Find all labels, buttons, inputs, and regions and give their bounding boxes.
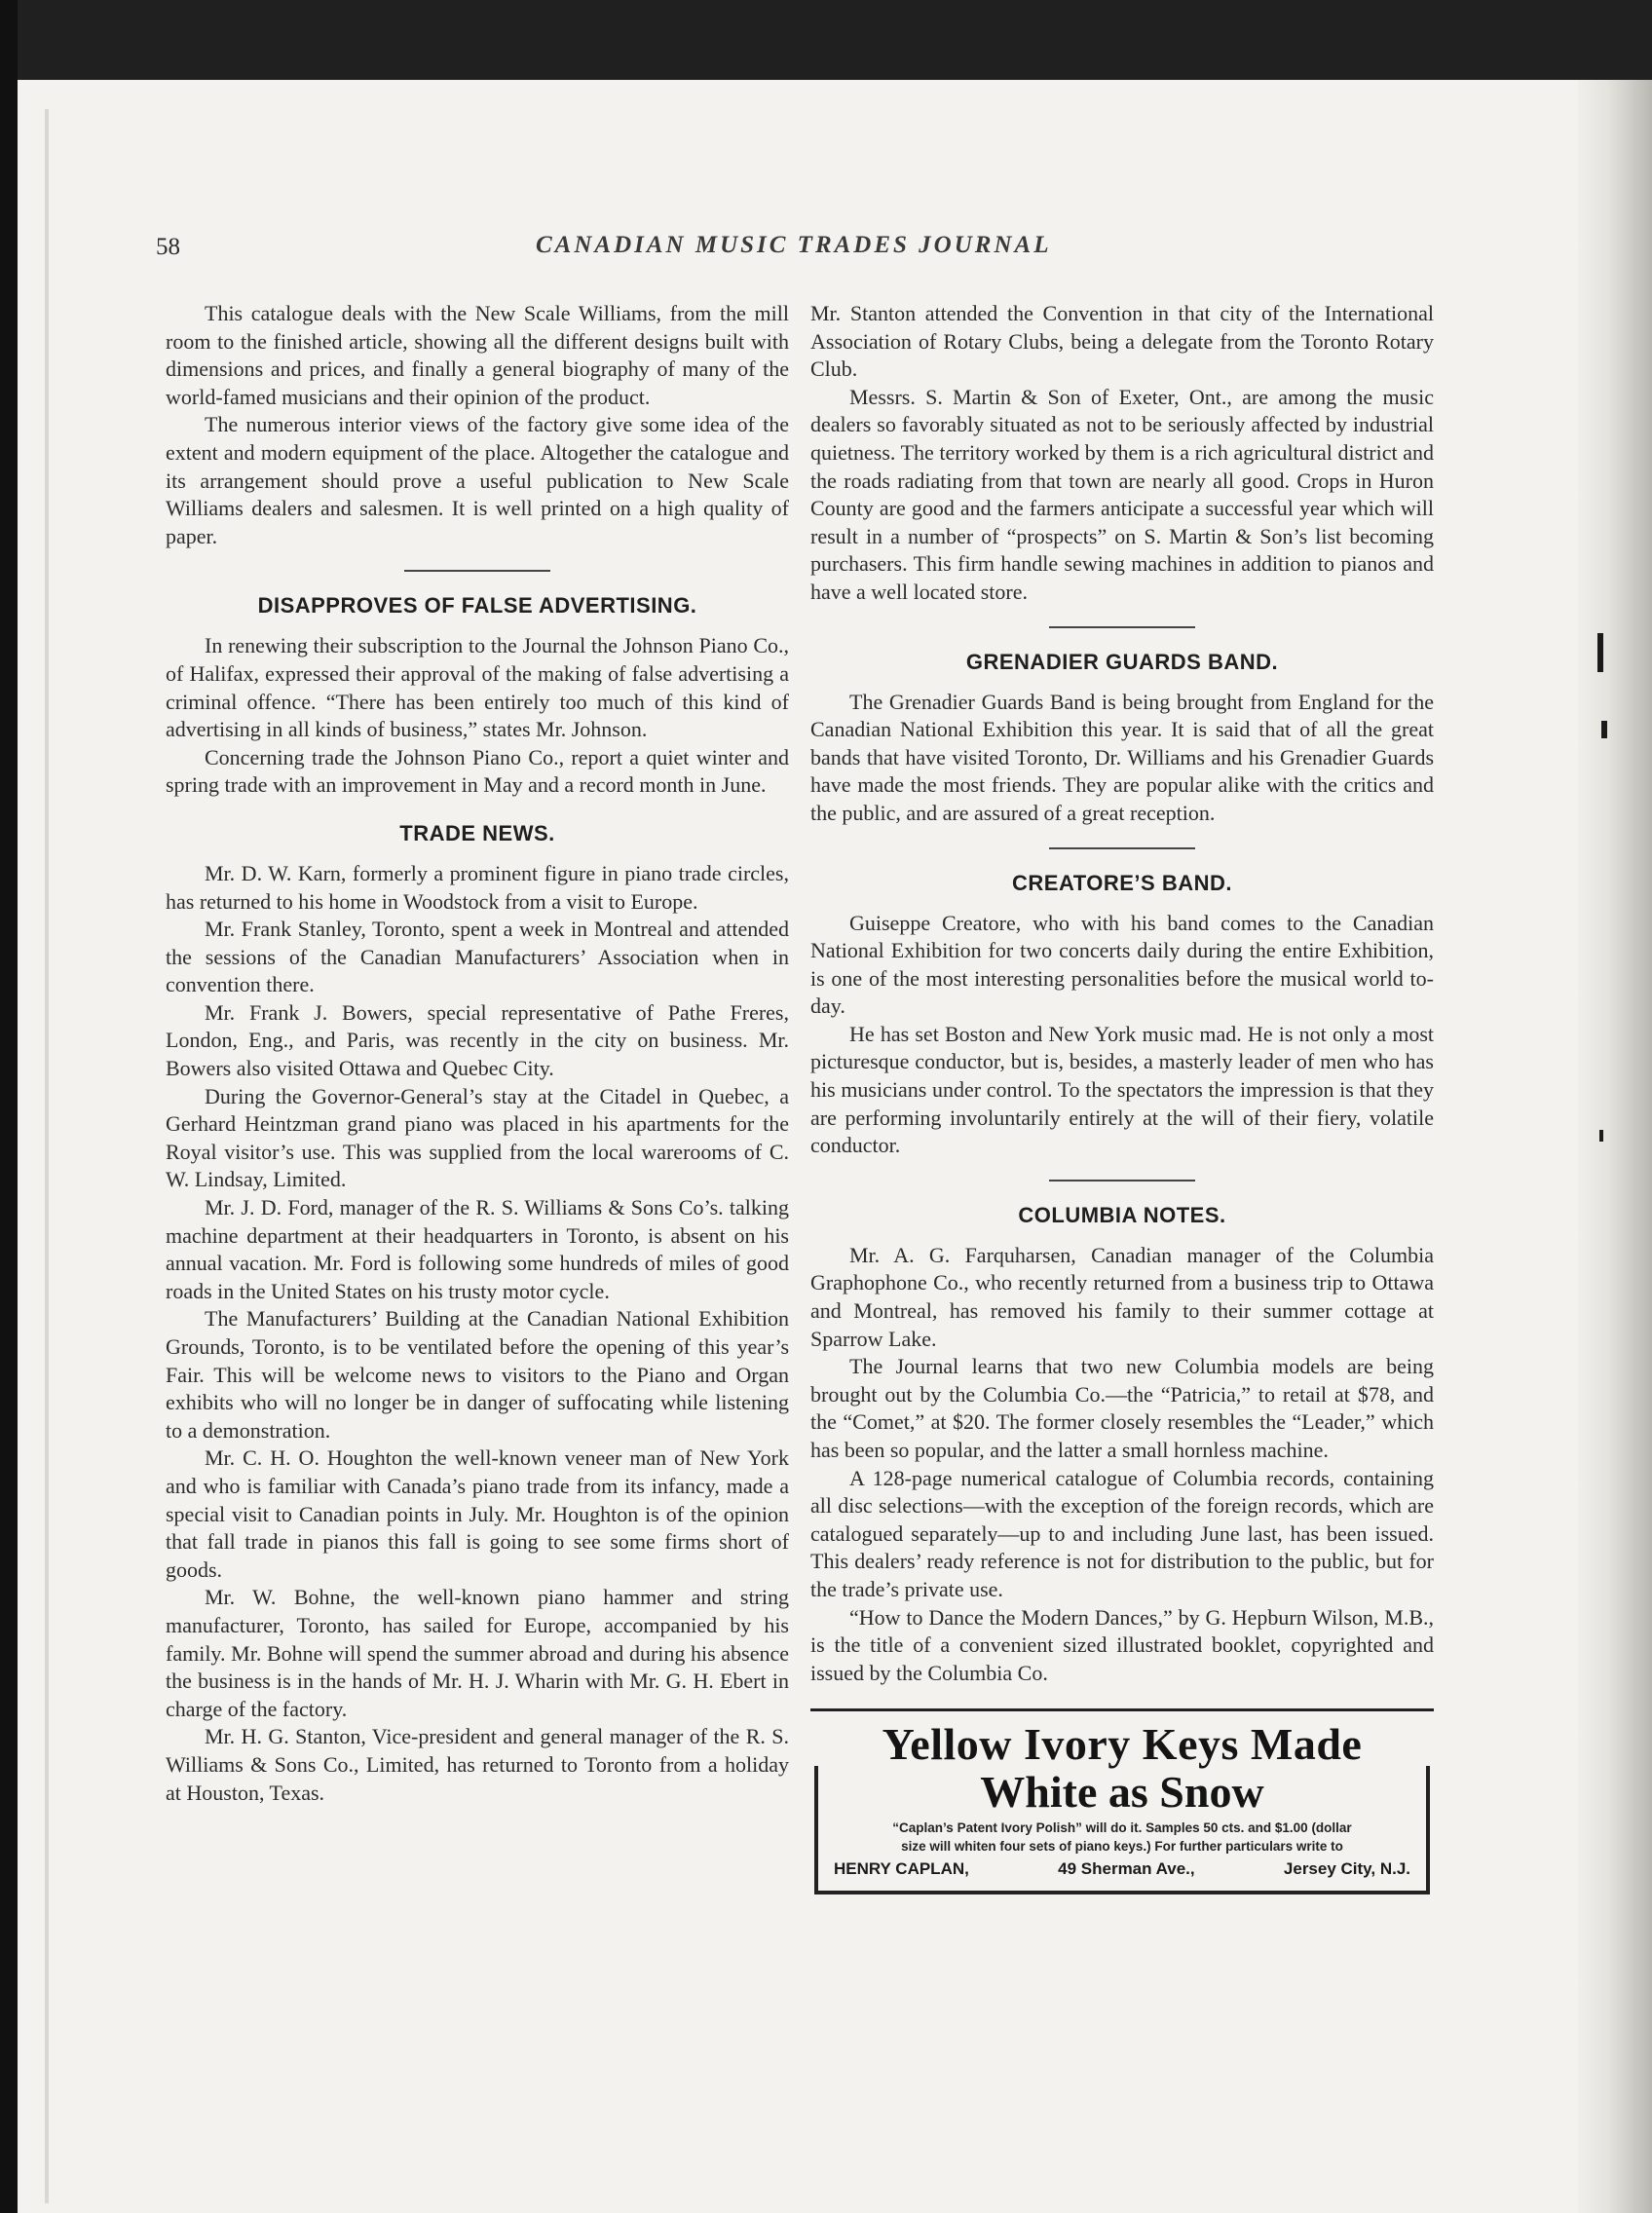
edge-mark bbox=[1601, 721, 1607, 738]
ad-subheadline: White as Snow bbox=[980, 1767, 1264, 1818]
paragraph: Mr. Frank J. Bowers, special representative of Pathe Freres, London, Eng., and Paris, was recently in the city on business. Mr. Bowers also visited Ottawa and Quebec City. bbox=[166, 999, 789, 1081]
page-gutter-shadow bbox=[45, 109, 49, 2203]
section-heading-grenadier-guards: GRENADIER GUARDS BAND. bbox=[965, 649, 1279, 674]
right-column bbox=[810, 300, 1434, 1894]
ad-address bbox=[828, 1859, 1416, 1879]
ad-city: Jersey City, N.J. bbox=[1283, 1859, 1410, 1879]
paragraph: Mr. Stanton attended the Convention in that city of the International Association of Rotary Clubs, being a delegate from the Toronto Rotary Club. bbox=[810, 301, 1434, 382]
paragraph: Guiseppe Creatore, who with his band comes to the Canadian National Exhibition for two concerts daily during the entire Exhibition, is one of the most interesting personalities before the musical world to-day. bbox=[810, 910, 1434, 1019]
paragraph: Mr. C. H. O. Houghton the well-known veneer man of New York and who is familiar with Canada’s piano trade from its infancy, made a special visit to Canadian points in July. Mr. Houghton is of the opinion that fall trade in pianos this fall is going to see some firms short of goods. bbox=[166, 1445, 789, 1582]
ad-box bbox=[814, 1766, 1430, 1894]
ad-body-line: “Caplan’s Patent Ivory Polish” will do it. Samples 50 cts. and $1.00 (dollar bbox=[892, 1820, 1352, 1836]
page-number: 58 bbox=[156, 234, 180, 260]
section-divider bbox=[404, 570, 550, 572]
running-head bbox=[156, 232, 1451, 271]
scan-border-left bbox=[0, 0, 18, 2213]
ad-headline: Yellow Ivory Keys Made bbox=[882, 1719, 1363, 1770]
paragraph: The Grenadier Guards Band is being brought from England for the Canadian National Exhibition this year. It is said that of all the great bands that have visited Toronto, Dr. Williams and his Grenadier Guards have made the most friends. They are popular alike with the critics and the public, and are assured of a great reception. bbox=[810, 689, 1434, 825]
paragraph: Mr. D. W. Karn, formerly a prominent figure in piano trade circles, has returned to his home in Woodstock from a visit to Europe. bbox=[166, 860, 789, 914]
ivory-polish-advertisement bbox=[810, 1708, 1434, 1894]
paragraph: Mr. J. D. Ford, manager of the R. S. Williams & Sons Co’s. talking machine department at their headquarters in Toronto, is absent on his annual vacation. Mr. Ford is following some hundreds of miles of good roads in the United States on his trusty motor cycle. bbox=[166, 1195, 789, 1303]
paragraph: The Manufacturers’ Building at the Canadian National Exhibition Grounds, Toronto, is to be ventilated before the opening of this year’s Fair. This will be welcome news to visitors to the Piano and Organ exhibits who will no longer be in danger of suffocating while listening to a demonstration. bbox=[166, 1306, 789, 1443]
paragraph: Mr. H. G. Stanton, Vice-president and general manager of the R. S. Williams & Sons Co., Limited, has returned to Toronto from a holiday at Houston, Texas. bbox=[166, 1724, 789, 1805]
paragraph: Mr. W. Bohne, the well-known piano hammer and string manufacturer, Toronto, has sailed for Europe, accompanied by his family. Mr. Bohne will spend the summer abroad and during his absence the business is in the hands of Mr. H. J. Wharin with Mr. G. H. Ebert in charge of the factory. bbox=[166, 1585, 789, 1721]
journal-title: CANADIAN MUSIC TRADES JOURNAL bbox=[536, 232, 1052, 258]
paragraph: Messrs. S. Martin & Son of Exeter, Ont., are among the music dealers so favorably situated as not to be seriously affected by industrial quietness. The territory worked by them is a rich agricultural district and the roads radiating from that town are nearly all good. Crops in Huron County are good and the farmers anticipate a successful year which will result in a number of “prospects” on S. Martin & Son’s list becoming purchasers. This firm handle sewing machines in addition to pianos and have a well located store. bbox=[810, 384, 1434, 604]
paragraph: He has set Boston and New York music mad. He is not only a most picturesque conductor, but is, besides, a masterly leader of men who has his musicians under control. To the spectators the impression is that they are performing involuntarily entirely at the will of their fiery, volatile conductor. bbox=[810, 1021, 1434, 1158]
paragraph: Mr. A. G. Farquharsen, Canadian manager of the Columbia Graphophone Co., who recently returned from a business trip to Ottawa and Montreal, has removed his family to their summer cottage at Sparrow Lake. bbox=[810, 1242, 1434, 1351]
left-column bbox=[166, 300, 789, 1807]
paragraph: Mr. Frank Stanley, Toronto, spent a week in Montreal and attended the sessions of the Canadian Manufacturers’ Association when in convention there. bbox=[166, 917, 789, 997]
section-heading-creatore: CREATORE’S BAND. bbox=[1012, 870, 1232, 895]
section-divider bbox=[1049, 626, 1195, 628]
edge-mark bbox=[1599, 1130, 1603, 1142]
paragraph: The numerous interior views of the factory give some idea of the extent and modern equipment of the place. Altogether the catalogue and its arrangement should prove a useful publication to New Scale Williams dealers and salesmen. It is well printed on a high quality of paper. bbox=[166, 412, 789, 548]
ad-advertiser-name: HENRY CAPLAN, bbox=[834, 1859, 969, 1879]
edge-mark bbox=[1597, 633, 1603, 672]
section-divider bbox=[1049, 847, 1195, 849]
ad-street: 49 Sherman Ave., bbox=[1058, 1859, 1195, 1879]
ad-body-line: size will whiten four sets of piano keys.) For further particulars write to bbox=[901, 1839, 1343, 1855]
section-heading-columbia: COLUMBIA NOTES. bbox=[1018, 1202, 1226, 1227]
paragraph: This catalogue deals with the New Scale Williams, from the mill room to the finished article, showing all the different designs built with dimensions and prices, and finally a general biography of many of the world-famed musicians and their opinion of the product. bbox=[166, 301, 789, 409]
facing-page-edge bbox=[1578, 80, 1652, 2213]
paragraph: Concerning trade the Johnson Piano Co., report a quiet winter and spring trade with an improvement in May and a record month in June. bbox=[166, 744, 789, 798]
paragraph: In renewing their subscription to the Journal the Johnson Piano Co., of Halifax, expressed their approval of the making of false advertising a criminal offence. “There has been entirely too much of this kind of advertising in all kinds of business,” states Mr. Johnson. bbox=[166, 633, 789, 742]
paragraph: During the Governor-General’s stay at the Citadel in Quebec, a Gerhard Heintzman grand piano was placed in his apartments for the Royal visitor’s use. This was supplied from the local warerooms of C. W. Lindsay, Limited. bbox=[166, 1083, 789, 1192]
paragraph: The Journal learns that two new Columbia models are being brought out by the Columbia Co.—the “Patricia,” to retail at $78, and the “Comet,” at $20. The former closely resembles the “Leader,” which has been so popular, and the latter a small hornless machine. bbox=[810, 1354, 1434, 1462]
section-heading-trade-news: TRADE NEWS. bbox=[399, 820, 555, 845]
paragraph: “How to Dance the Modern Dances,” by G. Hepburn Wilson, M.B., is the title of a convenient sized illustrated booklet, copyrighted and issued by the Columbia Co. bbox=[810, 1604, 1434, 1685]
paragraph: A 128-page numerical catalogue of Columbia records, containing all disc selections—with the exception of the foreign records, which are catalogued separately—up to and including June last, has been issued. This dealers’ ready reference is not for distribution to the public, but for the trade’s private use. bbox=[810, 1465, 1434, 1601]
section-heading-false-advertising: DISAPPROVES OF FALSE ADVERTISING. bbox=[257, 593, 697, 619]
section-divider bbox=[1049, 1180, 1195, 1182]
